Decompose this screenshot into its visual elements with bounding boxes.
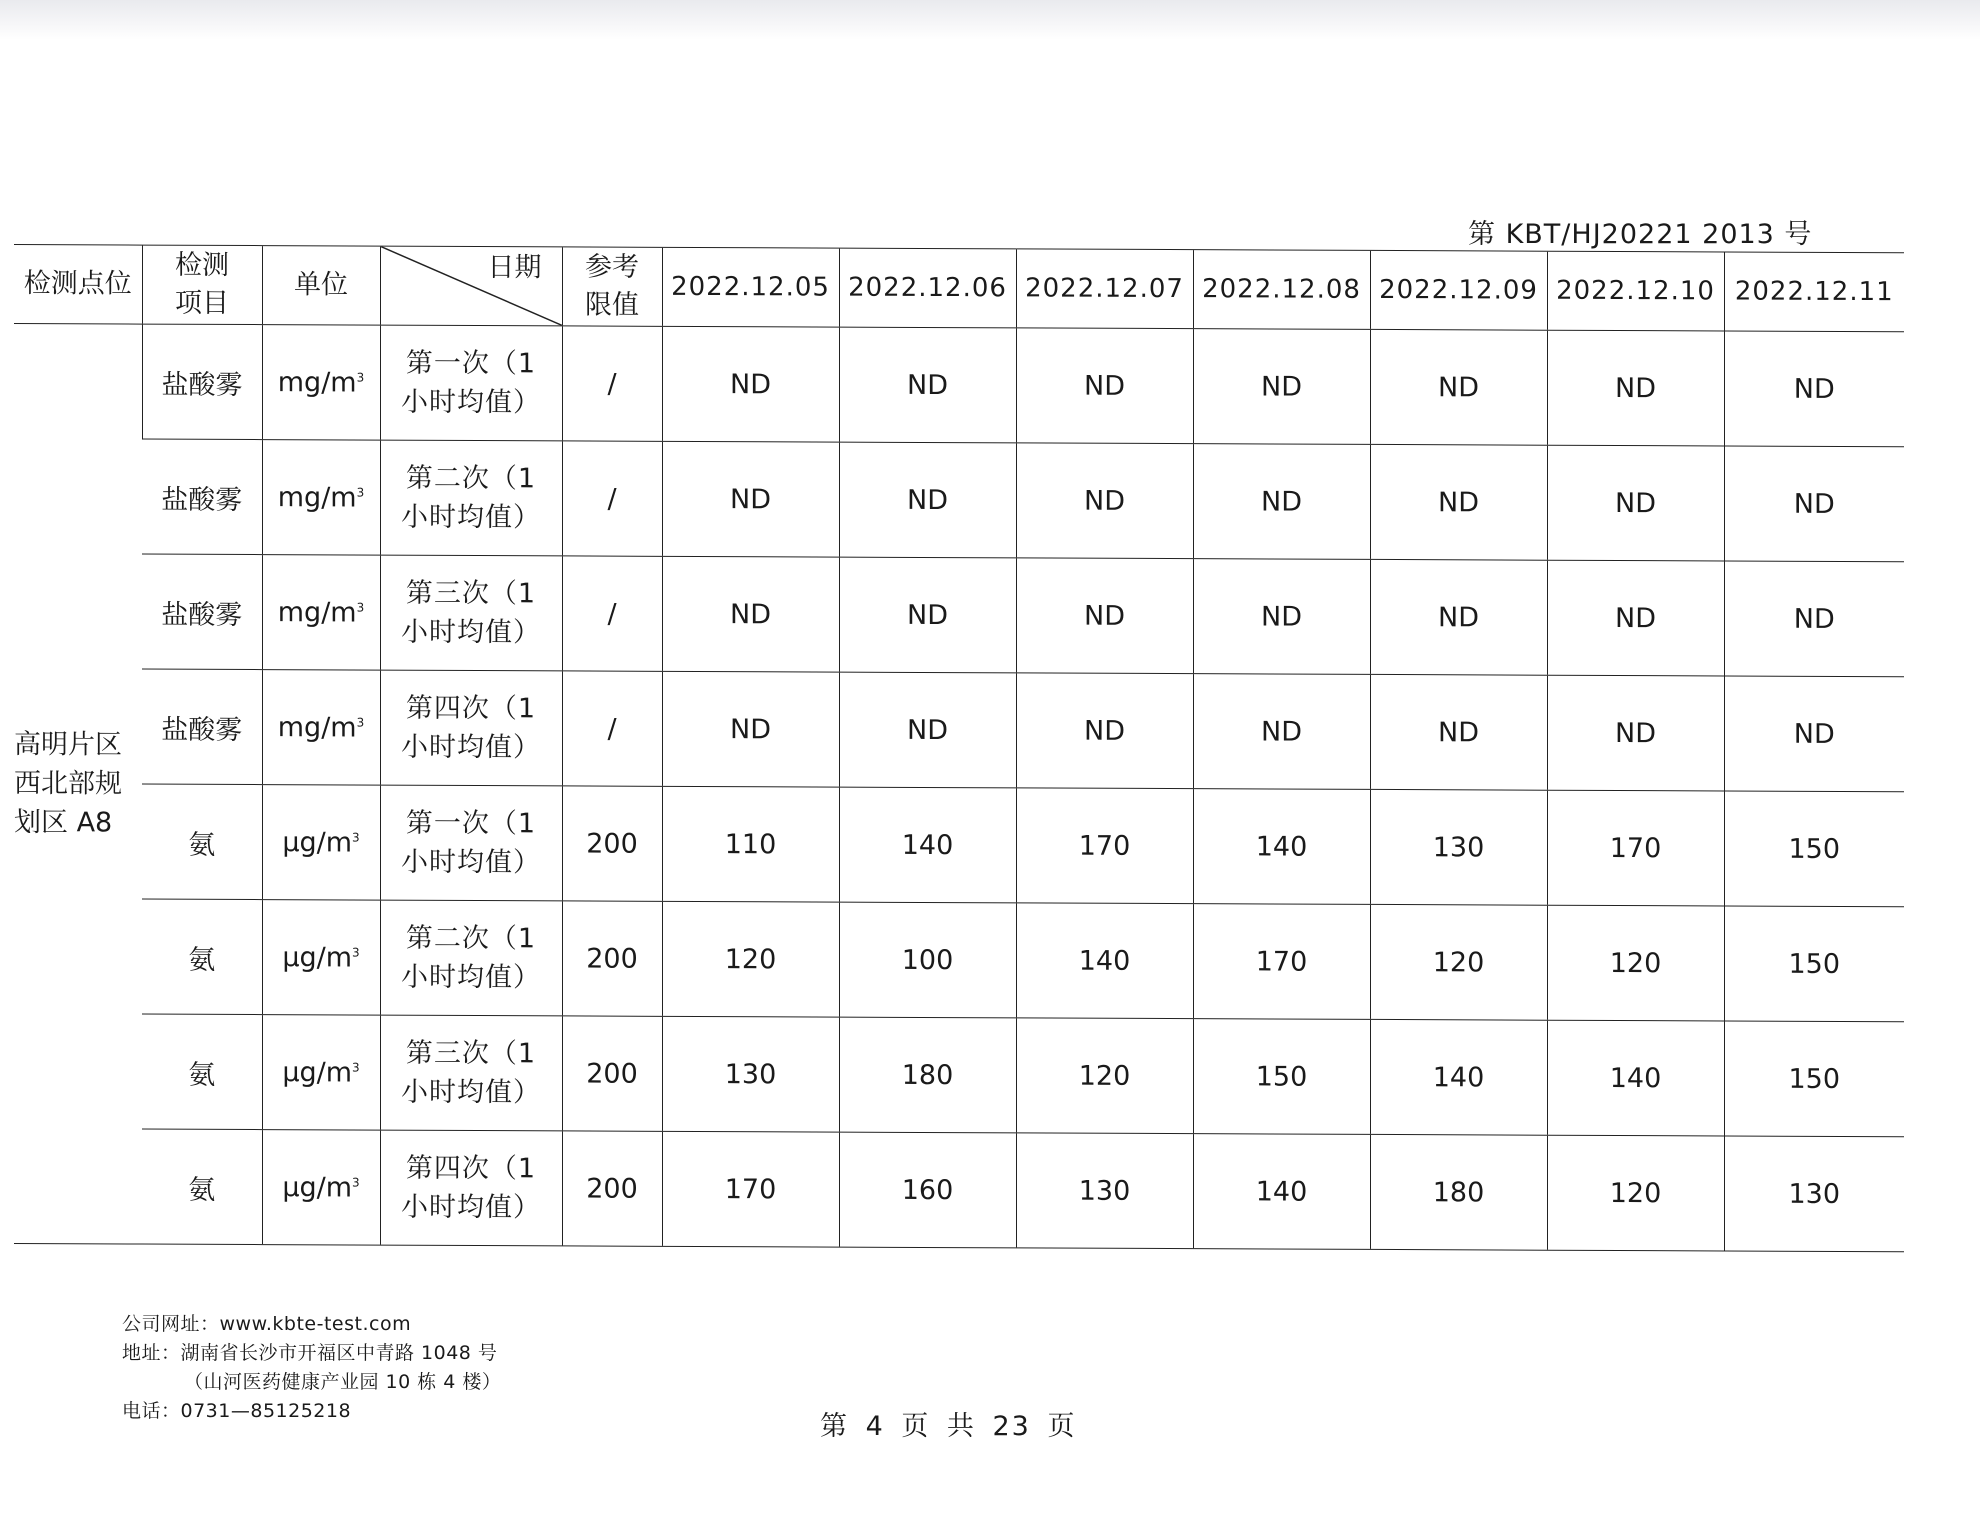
unit-cell (262, 900, 380, 1016)
header-item (142, 245, 262, 325)
table-row (14, 669, 1904, 792)
header-date-label: 日期 (487, 252, 542, 284)
value-cell: ND (1016, 328, 1193, 444)
value-cell: ND (1193, 559, 1370, 675)
item-cell: 氨 (142, 1129, 262, 1245)
round-line2: 小时均值） (401, 961, 541, 994)
value-cell: 170 (1547, 790, 1724, 906)
value-cell: 170 (662, 1131, 839, 1247)
round-line1: 第一次（1 (405, 347, 537, 380)
sampling-round-cell (380, 325, 562, 441)
unit-cell (262, 555, 380, 671)
round-line1: 第四次（1 (405, 1152, 537, 1185)
value-cell: ND (1370, 559, 1547, 675)
value-cell: 140 (1016, 903, 1193, 1019)
unit-exponent: 3 (352, 1174, 360, 1190)
monitoring-results-table (14, 244, 1904, 1252)
value-cell: 150 (1724, 1021, 1904, 1137)
value-cell: 100 (839, 902, 1016, 1018)
location-cell (14, 324, 142, 1245)
header-date-7: 2022.12.11 (1724, 252, 1904, 332)
round-line2: 小时均值） (401, 616, 541, 649)
header-limit (562, 247, 662, 326)
location-line: 划区 A8 (14, 807, 113, 839)
value-cell: 170 (1016, 788, 1193, 904)
header-date-4: 2022.12.08 (1193, 250, 1370, 330)
unit-exponent: 3 (356, 369, 365, 385)
value-cell: ND (1193, 674, 1370, 790)
value-cell: ND (1193, 329, 1370, 445)
value-cell: 130 (1724, 1136, 1904, 1252)
value-cell: ND (662, 326, 839, 442)
limit-cell: / (562, 326, 662, 441)
table-row (14, 899, 1904, 1022)
item-cell: 氨 (142, 784, 262, 900)
location-line: 高明片区 (14, 729, 122, 761)
value-cell: 120 (1370, 904, 1547, 1020)
header-limit-line1: 参考 (585, 251, 639, 283)
round-line2: 小时均值） (401, 386, 541, 419)
header-date-2: 2022.12.06 (839, 248, 1016, 328)
sampling-round-cell (380, 785, 562, 901)
header-date-5: 2022.12.09 (1370, 250, 1547, 330)
value-cell: ND (839, 442, 1016, 558)
value-cell: 120 (1547, 905, 1724, 1021)
item-cell: 盐酸雾 (142, 439, 262, 555)
unit-cell (262, 1130, 380, 1246)
table-row (14, 324, 1904, 447)
unit-base: mg/m (277, 481, 357, 513)
unit-cell (262, 325, 380, 441)
unit-cell (262, 785, 380, 901)
round-line2: 小时均值） (401, 1076, 541, 1109)
unit-exponent: 3 (356, 484, 365, 500)
header-date (380, 246, 562, 326)
scan-edge (0, 0, 1980, 40)
value-cell: 140 (1193, 789, 1370, 905)
sampling-round-cell (380, 1130, 562, 1246)
unit-cell (262, 440, 380, 556)
round-line2: 小时均值） (401, 846, 541, 879)
header-limit-line2: 限值 (585, 289, 639, 321)
item-cell: 氨 (142, 1014, 262, 1130)
value-cell: ND (1547, 445, 1724, 561)
round-line1: 第四次（1 (405, 692, 537, 725)
sampling-round-cell (380, 900, 562, 1016)
sampling-round-cell (380, 670, 562, 786)
header-item-line1: 检测 (175, 249, 229, 281)
page-number: 第 4 页 共 23 页 (820, 1411, 1077, 1442)
round-line1: 第三次（1 (405, 577, 537, 610)
unit-base: mg/m (277, 711, 357, 743)
header-date-6: 2022.12.10 (1547, 251, 1724, 331)
unit-base: mg/m (277, 366, 357, 398)
value-cell: ND (839, 672, 1016, 788)
value-cell: 120 (1016, 1018, 1193, 1134)
value-cell: ND (1547, 675, 1724, 791)
value-cell: 150 (1193, 1019, 1370, 1135)
value-cell: 180 (1370, 1134, 1547, 1250)
unit-base: mg/m (277, 596, 357, 628)
footer-address-detail: （山河医药健康产业园 10 栋 4 楼） (184, 1371, 502, 1393)
location-line: 西北部规 (14, 768, 122, 800)
value-cell: 180 (839, 1017, 1016, 1133)
unit-exponent: 3 (352, 944, 360, 960)
round-line1: 第二次（1 (405, 462, 537, 495)
unit-cell (262, 1015, 380, 1131)
value-cell: ND (662, 441, 839, 557)
value-cell: ND (1370, 674, 1547, 790)
limit-cell: 200 (562, 786, 662, 901)
value-cell: ND (839, 327, 1016, 443)
header-row (14, 245, 1904, 332)
table-row (14, 439, 1904, 562)
value-cell: 160 (839, 1132, 1016, 1248)
value-cell: ND (1724, 561, 1904, 677)
unit-base: μg/m (282, 1171, 353, 1203)
footer-phone: 电话：0731—85125218 (122, 1400, 352, 1422)
limit-cell: 200 (562, 1016, 662, 1131)
value-cell: ND (1724, 331, 1904, 447)
header-item-line2: 项目 (175, 287, 229, 319)
footer-website: 公司网址：www.kbte-test.com (122, 1313, 412, 1335)
limit-cell: / (562, 556, 662, 671)
round-line2: 小时均值） (401, 1191, 541, 1224)
round-line1: 第二次（1 (405, 922, 537, 955)
value-cell: ND (1370, 444, 1547, 560)
round-line1: 第三次（1 (405, 1037, 537, 1070)
value-cell: 150 (1724, 791, 1904, 907)
value-cell: ND (1547, 330, 1724, 446)
round-line2: 小时均值） (401, 501, 541, 534)
footer (122, 1310, 501, 1426)
value-cell: 140 (1547, 1020, 1724, 1136)
unit-exponent: 3 (356, 599, 365, 615)
value-cell: 140 (1193, 1134, 1370, 1250)
unit-base: μg/m (282, 1056, 353, 1088)
value-cell: 150 (1724, 906, 1904, 1022)
value-cell: ND (1724, 446, 1904, 562)
round-line1: 第一次（1 (405, 807, 537, 840)
value-cell: 130 (662, 1016, 839, 1132)
item-cell: 氨 (142, 899, 262, 1015)
value-cell: ND (1193, 444, 1370, 560)
table-row (14, 784, 1904, 907)
value-cell: 120 (1547, 1135, 1724, 1251)
limit-cell: 200 (562, 901, 662, 1016)
report-number: 第 KBT/HJ20221 2013 号 (1468, 219, 1813, 250)
unit-exponent: 3 (352, 1059, 360, 1075)
value-cell: 130 (1016, 1133, 1193, 1249)
value-cell: ND (1016, 558, 1193, 674)
value-cell: ND (1016, 673, 1193, 789)
sampling-round-cell (380, 555, 562, 671)
round-line2: 小时均值） (401, 731, 541, 764)
header-location: 检测点位 (14, 245, 142, 325)
limit-cell: / (562, 441, 662, 556)
table-row (14, 1014, 1904, 1137)
sampling-round-cell (380, 440, 562, 556)
value-cell: ND (1016, 443, 1193, 559)
item-cell: 盐酸雾 (142, 554, 262, 670)
header-date-3: 2022.12.07 (1016, 249, 1193, 329)
value-cell: ND (1724, 676, 1904, 792)
header-date-1: 2022.12.05 (662, 247, 839, 327)
value-cell: ND (839, 557, 1016, 673)
table-row (14, 554, 1904, 677)
value-cell: 120 (662, 901, 839, 1017)
footer-address: 地址：湖南省长沙市开福区中青路 1048 号 (122, 1342, 498, 1364)
value-cell: 140 (839, 787, 1016, 903)
item-cell: 盐酸雾 (142, 669, 262, 785)
value-cell: 140 (1370, 1019, 1547, 1135)
table-row (14, 1129, 1904, 1252)
sampling-round-cell (380, 1015, 562, 1131)
limit-cell: / (562, 671, 662, 786)
unit-exponent: 3 (356, 714, 365, 730)
header-unit: 单位 (262, 246, 380, 326)
value-cell: 110 (662, 786, 839, 902)
unit-base: μg/m (282, 941, 353, 973)
value-cell: 130 (1370, 789, 1547, 905)
value-cell: ND (662, 556, 839, 672)
unit-exponent: 3 (352, 829, 360, 845)
unit-cell (262, 670, 380, 786)
unit-base: μg/m (282, 826, 353, 858)
value-cell: 170 (1193, 904, 1370, 1020)
item-cell: 盐酸雾 (142, 324, 262, 440)
value-cell: ND (662, 671, 839, 787)
value-cell: ND (1547, 560, 1724, 676)
limit-cell: 200 (562, 1131, 662, 1246)
value-cell: ND (1370, 329, 1547, 445)
table-body (14, 324, 1904, 1252)
